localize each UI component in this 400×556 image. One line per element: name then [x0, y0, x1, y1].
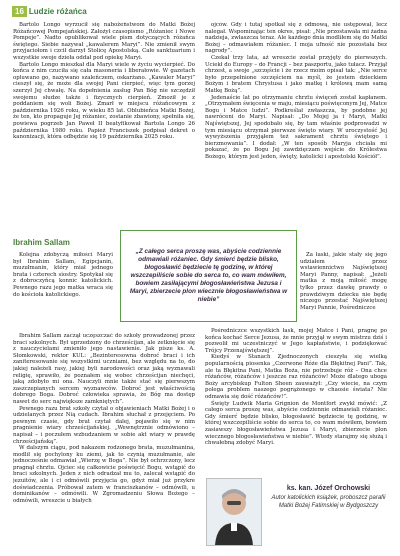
- right-column-mid: [300, 252, 387, 322]
- portrait-illustration: [207, 479, 261, 545]
- quote-text: „Z całego serca proszę was, abyście codziennie odmawiali różaniec. Gdy śmierć będzie blisko, błogosławić będziecie tę godzinę, w której wszczepiliście sobie do serca to, co wam mówiłem, bowiem zasiłającymi błogosławieństwa Jezusa i Maryi, zbierzecie plon wiecznie błogosławieństwa w niebie”: [129, 248, 288, 303]
- left-column-bottom: [13, 333, 195, 553]
- right-column-bottom: [205, 328, 387, 496]
- paragraph: Bartolo Longo wyrzucił się nabożeństwom do Matki Bożej Różańcowej Pompejańskiej. Założył czasopismo „Różaniec i Nowe Pompeje”. Nadto opublikował wiele pism dotyczących różańca świętego. Siebie nazywał „kawalerem Maryi”. Nie zmienił swym przyjaciołom i czcił darzył Stolicę Apostolską. Całe sanktuarium i wszystkie swoje dzieła oddał pod opiekę Maryi.: [13, 22, 195, 61]
- pull-quote: [120, 230, 297, 322]
- paragraph: Czekał trzy lata, aż wreszcie został przyjęty do pierwszych. Uciekł do Europy – do Francji – bez paszportu, jako tułacz. Przyjął chrzest, a swoje „szczęście i że rzecz moim opisał tak: „Nie serce było przepełnione szczęściem na myśl, że jestem dzieckiem Bożym i bratem Chrystusa i jako matkę i królową mam samą Matkę Bożą”.: [205, 54, 387, 94]
- right-column-top: [205, 22, 387, 220]
- paragraph: Jedenaście lat po otrzymaniu chrztu święceń został kapłanem. „Otrzymałem święcenia w maju, miesiącu poświęconym Jej, Matce Bogu i Matce ludzi”. Podkreślał zwłaszcza, by podobne jej nawróceni do Maryi. Napisał: „Do Mojej ja i Maryi, Matki Najświętszej, Jej spodobało się, by tam właśnie podprowadzi w tym miesiącu otrzymał pierwsze święto wiary. W uroczystość Jej wywyższenia przyjąłem też sakrament chrztu świętego i bierzmowania”. I dodał: „W ten sposób Maryja chciała mi pokazać, że po Bogu Jej zawdzięczam wejście do Królestwa Bożego, którym jest jeden, święty, katolicki i apostolski Kościół”.: [205, 94, 387, 160]
- author-photo: [206, 478, 262, 546]
- paragraph: Kolejna zdobyczą miłości Maryi był Ibrahim Sallam, Egipcjanin, muzułmanin, który miał jednego brata i czterech siostry. Spotykał się z dobroczyńcą konnic katolickich. Pewnego razu jego matka wraca się do kościoła katolickiego.: [13, 252, 113, 298]
- author-bio: Autor katolickich książek, proboszcz parafii Matki Bożej Fatimskiej w Bydgoszczy: [271, 495, 386, 509]
- paragraph: Pewnego razu brat szkoły czytał o objawieniach Matki Bożej i o udzielanych przez Nią cudach. Ibrahim słuchał z przejęciem. Po pewnym czasie, gdy brat czytał dalej, pojawiło się w nim pragnienie wiary chrześcijańskiej. „Wewnętrznie odmówiono – napisał – i poczułem wzbudzaniem w sobie akt wiary w prawdę chrześcijańską”.: [13, 405, 195, 445]
- paragraph: Ibrahim Sallam zaczął uczęszczać do szkoły prowadzonej przez braci szkolnych. Był uprzedzony do chrześcijan, ale zetknięcie się z nauczycielami zmieniło jego nastawienie. Jak pisze ks. A. Słomkowski, rektor KUL: „Bezinteresowna dobroć braci i ich zaniteresowanie się wszystkimi uczniami, bez względu na to, do jakiej należeli rasy, jakiej byli narodowości oraz jaką wyznawali religię, sprawiło, że poznałem się wobec chrześcijan niechęci, jaką zdobyło mi ona. Nauczyli mnie także stać się pierwszym zaszczepianych sercem wyznawców. Dobroć jest właściwością dobrego Boga. Dobroć człowieka sprawia, że Bóg ma dostęp nawet do serc największe zamkniętych”.: [13, 333, 195, 405]
- paragraph: Święty Ludwik Maria Grignion de Montfort zwykł mówić: „Z całego serca proszę was, abyście codziennie odmawiali różaniec. Gdy śmierć będzie blisko, błogosławić będziecie tę godzinę, w której wszczepiliście sobie do serca to, co wam mówiłem, bowiem zasiawszy błogosławieństwa Jezusa i Maryi, zbierzecie plon wiecznego błogosławieństwa w niebie”. Wtedy starajmy się służą i chwałebną zdobyć Maryi.: [205, 400, 387, 447]
- author-credit: [270, 485, 387, 510]
- section-title: Ludzie różańca: [28, 7, 87, 16]
- paragraph: W dalszym ciągu, pod nakazem rodzonego brata, muzułmanina, modlił się pochylony ku ziemi, jak to czynią muzułmanie, ale jednocześnie odmawiał „Wierzę w Boga”. Nie był ochrzczony, lecz pragnął chrztu. Ojciec się całkowicie poświęcić Bogu, wstąpić do braci szkolnych. Jeden z nich odradzał mu to, zalecał wstąpić do jezuitów, ale i ci odmówili przyjęcia go, gdyż miał już przykre doświadczenia. Próbował zatem w franciszkanów – odmówili, u dominikanów – odmówili. W Zgromadzeniu Słowa Bożego – odmówili, wreszcie u białych: [13, 445, 195, 504]
- page-number: 16: [12, 6, 27, 17]
- paragraph: ojców. Gdy i tutaj spotkał się z odmową, nie ustępował, lecz nalegał. Wspominając ten okres, pisał: „Nie przostawała mi żadna nadzieja, zwłaszcza teraz. Ale każdego dnia modliłem się do Matki Bożej – odmawiałem różaniec. I moja ufność nie pozostała bez nagrody”.: [205, 22, 387, 55]
- left-column-top: [13, 22, 195, 220]
- paragraph: Bartolo Longo mieszkał dla Maryi wiele w życiu wycierpieć. Do końca z nim czuciła się cała masoneria i liberałowie. W gazetach opluwano go, nazywano szaleńczem, oskarżano. „Kawaler Maryi” cieszył się, że może dla swojej Pani cierpieć, więc tym gorzej szerzył Jej chwałę. Na dopełnienia zasług Pan Bóg nie szczędził swojemu słudze także i fizycznych cierpień. Zmoził je z poddaniem się woli Bożej. Zmarł w miejscu różańcowym z października 1926 roku, w wieku 85 lat. Oblubieńca Matki Bożej, że ten, kto propaguje Jej różaniec, zostanie zbawiony, spełniła się, powiewa pogrzeb Jan Paweł II beatyfikował Bartola Longo 26 października 1980 roku. Papież Franciszek podpisał dekret o kanonizacji, która odbędzie się 19 października 2025 roku.: [13, 61, 195, 141]
- paragraph: Kiedyś w Stanach Zjednoczonych cieszyła się wielką popularnością piosenka „Czerwone Róże dla Błękitnej Pani”. Tak, ale ta Błękitna Pani, Matka Boża, nie potrzebuje róż – Ona chce różańców, różańców i jeszcze raz różańców! Może dlatego uboga Boży arcybiskup Fulton Sheen zauważył: „Czy wiecie, na czym polega problem naszego pogrążonego w chaosie świata? Nie odmawia się dość różańców!”.: [205, 354, 387, 400]
- paragraph: Za łaski, jakie stały się jego udziałem przez wstawiennictwo Najświętszej Maryi Panny, napisał: „Jeżeli matka z moją miłość mogę tylko przez dawkę prawdy o prawdziwym dziecku nie będę niczego przestać Najświętszej Maryi Pannie, Pośredniczce: [300, 252, 387, 311]
- author-name: ks. kan. Józef Orchowski: [286, 485, 371, 492]
- subheading-ibrahim-sallam: Ibrahim Sallam: [13, 238, 70, 247]
- page-header: [12, 6, 87, 17]
- left-column-mid: [13, 252, 113, 340]
- paragraph: Pośredniczce wszystkich łask, mojej Matce i Pani, pragnę po końca kochać Serce Jezusa, że mnie przyjął w swym mistrzu dziś i pozwolił mi uczestniczyć w Jego kapłaństwie, i podziękować Trójcy Przenajświętszej”.: [205, 328, 387, 354]
